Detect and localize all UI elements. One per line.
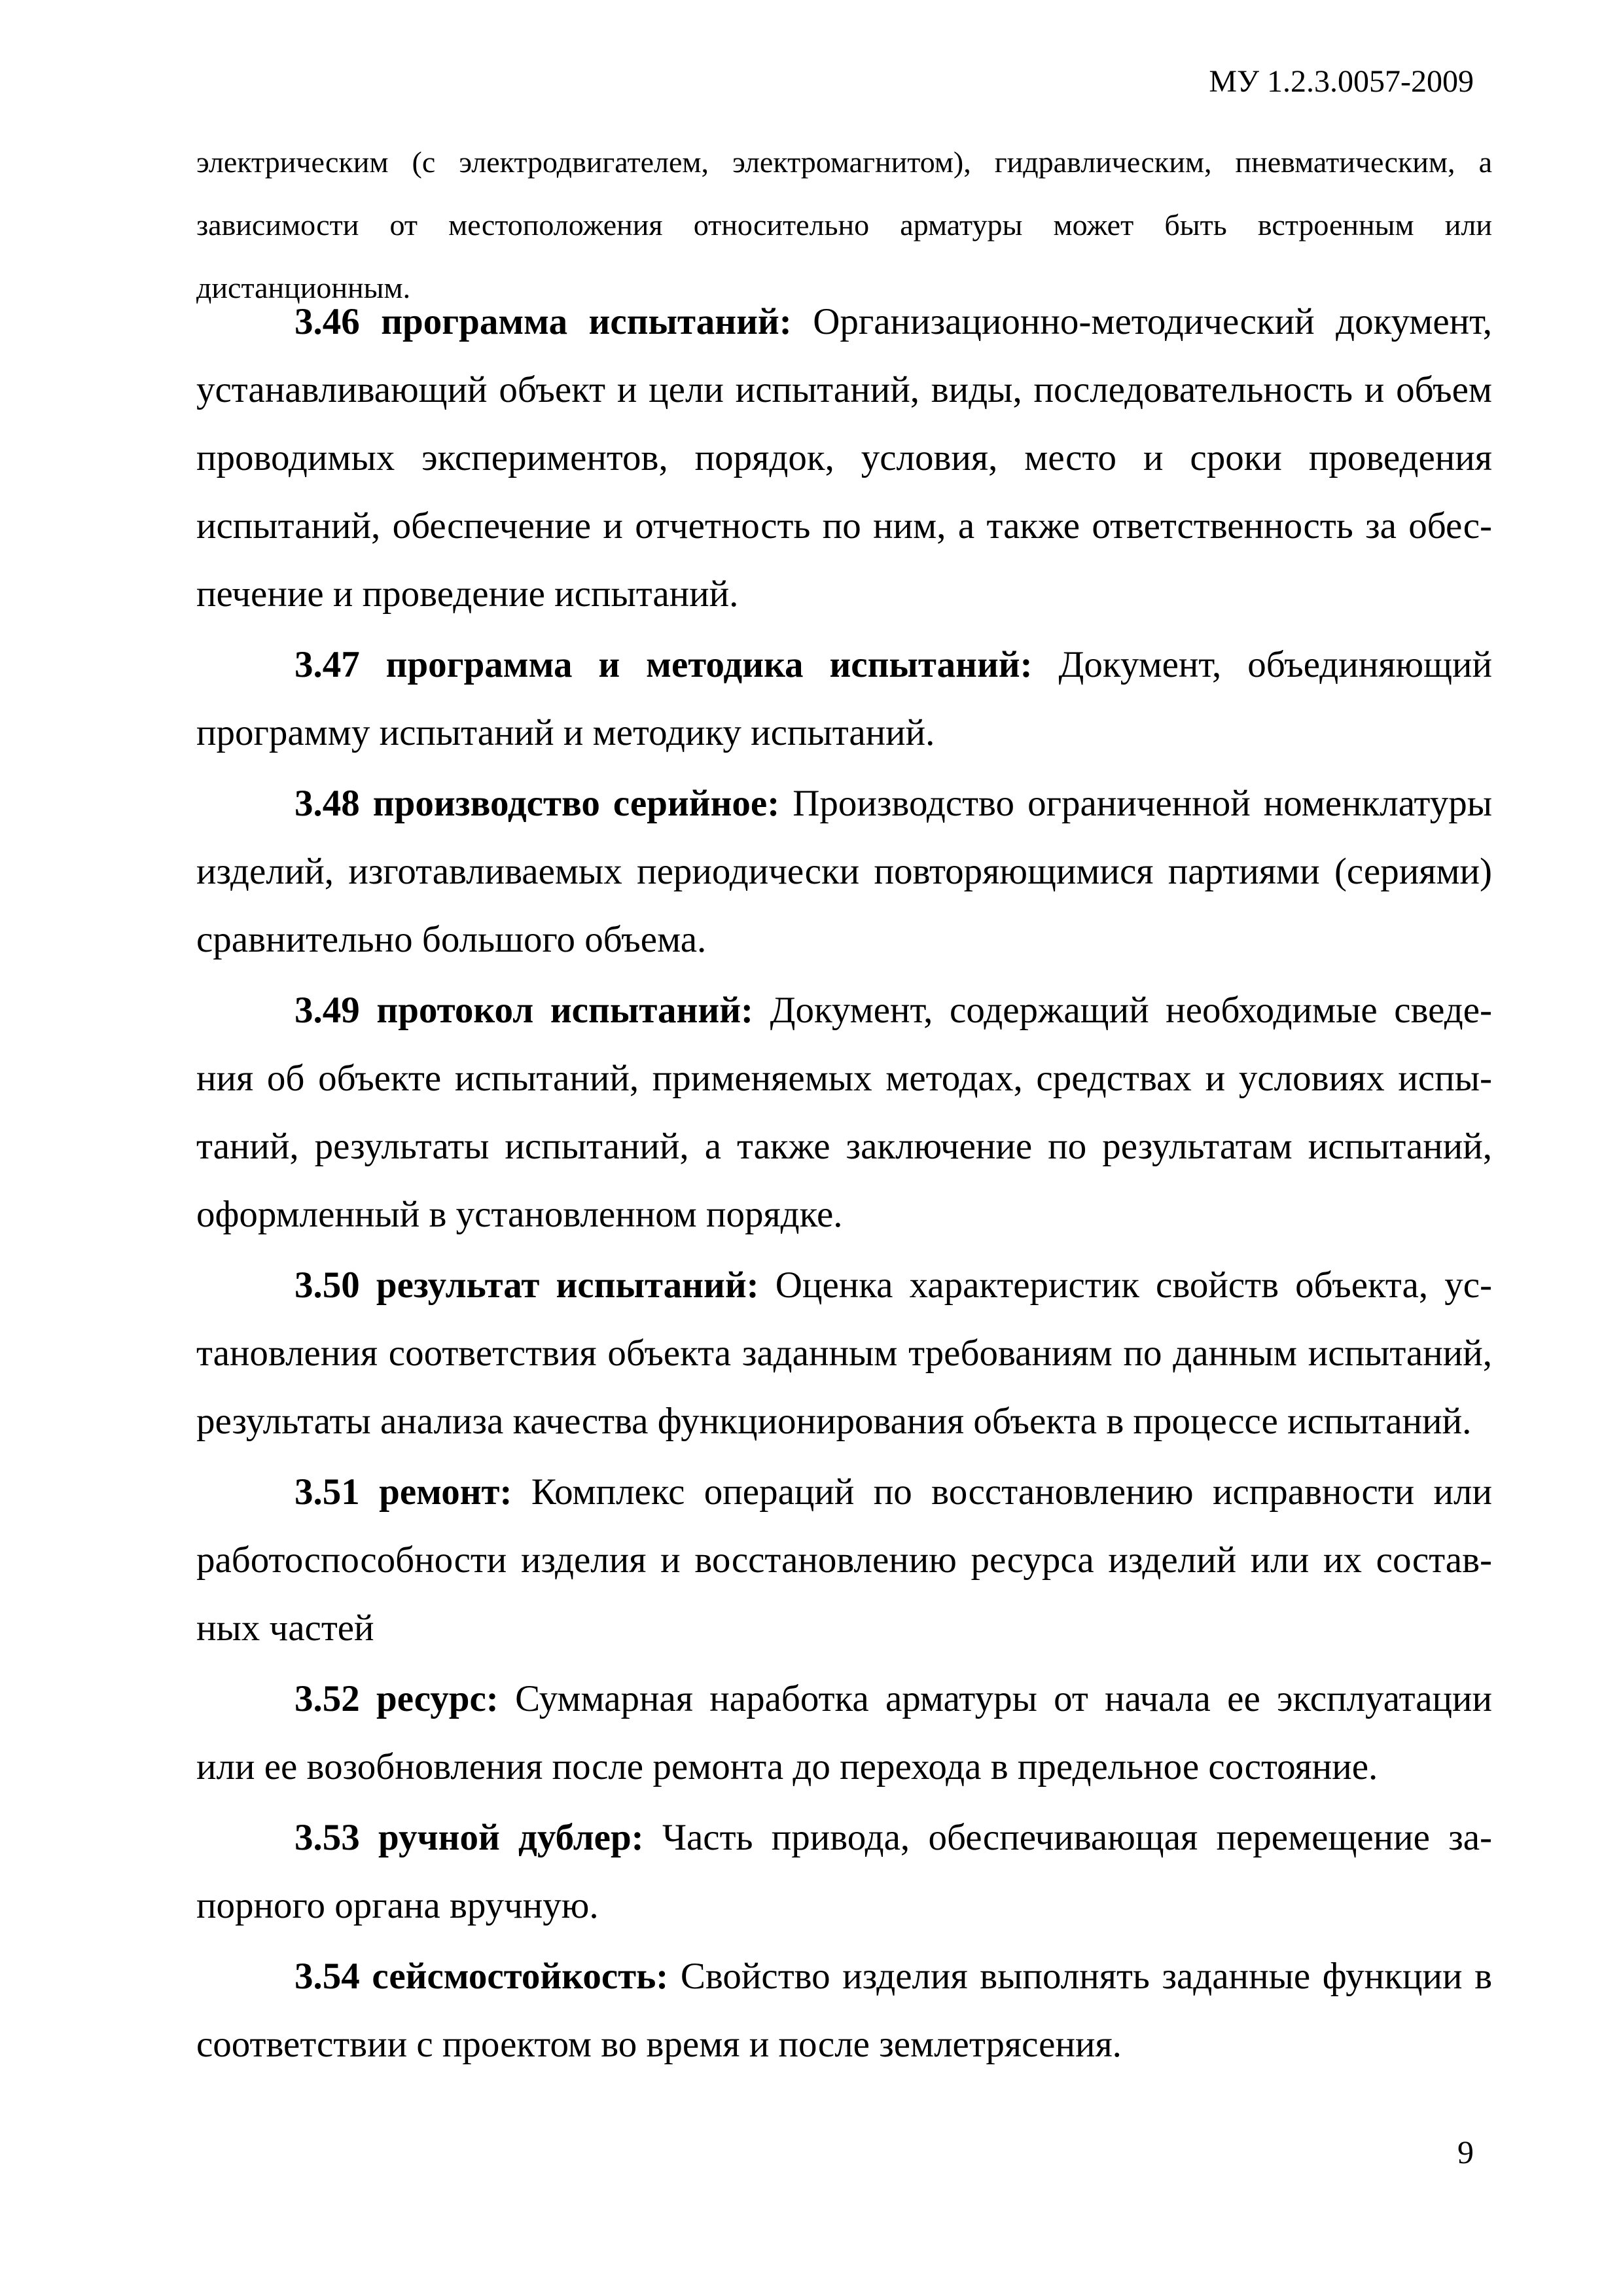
definition-3-47 <box>196 631 1492 767</box>
definition-text: Часть привода, обеспечивающая перемещение запорного органа вручную. <box>196 1817 1492 1926</box>
definition-term: 3.49 протокол испытаний: <box>294 990 754 1031</box>
definition-3-54 <box>196 1943 1492 2079</box>
definition-text: Свойство изделия выполнять заданные функции в соответствии с проектом во время и после землетрясения. <box>196 1956 1493 2065</box>
definition-3-48 <box>196 770 1492 974</box>
definition-3-50 <box>196 1251 1492 1456</box>
definition-3-51 <box>196 1458 1492 1662</box>
definition-text: Документ, объединяющий программу испытаний и методику испытаний. <box>196 644 1493 753</box>
definition-term: 3.52 ресурс: <box>294 1678 499 1719</box>
definitions-list <box>196 288 1492 2081</box>
definition-term: 3.54 сейсмостойкость: <box>294 1956 669 1997</box>
definition-term: 3.48 производство серийное: <box>294 783 780 824</box>
definition-3-49 <box>196 977 1492 1249</box>
definition-text: Оценка характеристик свойств объекта, установления соответствия объекта заданным требованиям по данным испытаний, результаты анализа качества функционирования объекта в процессе испытаний. <box>196 1265 1492 1442</box>
definition-term: 3.47 программа и методика испытаний: <box>294 644 1033 685</box>
definition-text: Суммарная наработка арматуры от начала ее эксплуатации или ее возобновления после ремонта до перехода в предельное состояние. <box>196 1678 1493 1787</box>
definition-term: 3.50 результат испытаний: <box>294 1265 759 1306</box>
definition-text: Документ, содержащий необходимые сведения об объекте испытаний, применяемых методах, средствах и условиях испытаний, результаты испытаний, а также заключение по результатам испытаний, оформленный в установленном порядке. <box>196 990 1493 1235</box>
definition-3-52 <box>196 1665 1492 1801</box>
document-code: МУ 1.2.3.0057-2009 <box>1209 64 1474 99</box>
definition-text: Организационно-методический документ, устанавливающий объект и цели испытаний, виды, последовательность и объем проводимых экспериментов, порядок, условия, место и сроки проведения испытаний, обеспечение и отчетность по ним, а также ответственность за обеспечение и проведение испытаний. <box>196 301 1493 615</box>
intro-paragraph: электрическим (с электродвигателем, электромагнитом), гидравлическим, пневматическим, а зависимости от местоположения относительно арматуры может быть встроенным или дистанционным. <box>196 145 1492 304</box>
definition-3-46 <box>196 288 1492 628</box>
definition-3-53 <box>196 1804 1492 1940</box>
definition-text: Производство ограниченной номенклатуры изделий, изготавливаемых периодически повторяющимися партиями (сериями) сравнительно большого объема. <box>196 783 1493 960</box>
definition-term: 3.53 ручной дублер: <box>294 1817 644 1858</box>
definition-text: Комплекс операций по восстановлению исправности или работоспособности изделия и восстановлению ресурса изделий или их составных частей <box>196 1471 1492 1649</box>
definition-term: 3.46 программа испытаний: <box>294 301 792 342</box>
page-number: 9 <box>1457 2134 1474 2170</box>
definition-term: 3.51 ремонт: <box>294 1471 512 1513</box>
